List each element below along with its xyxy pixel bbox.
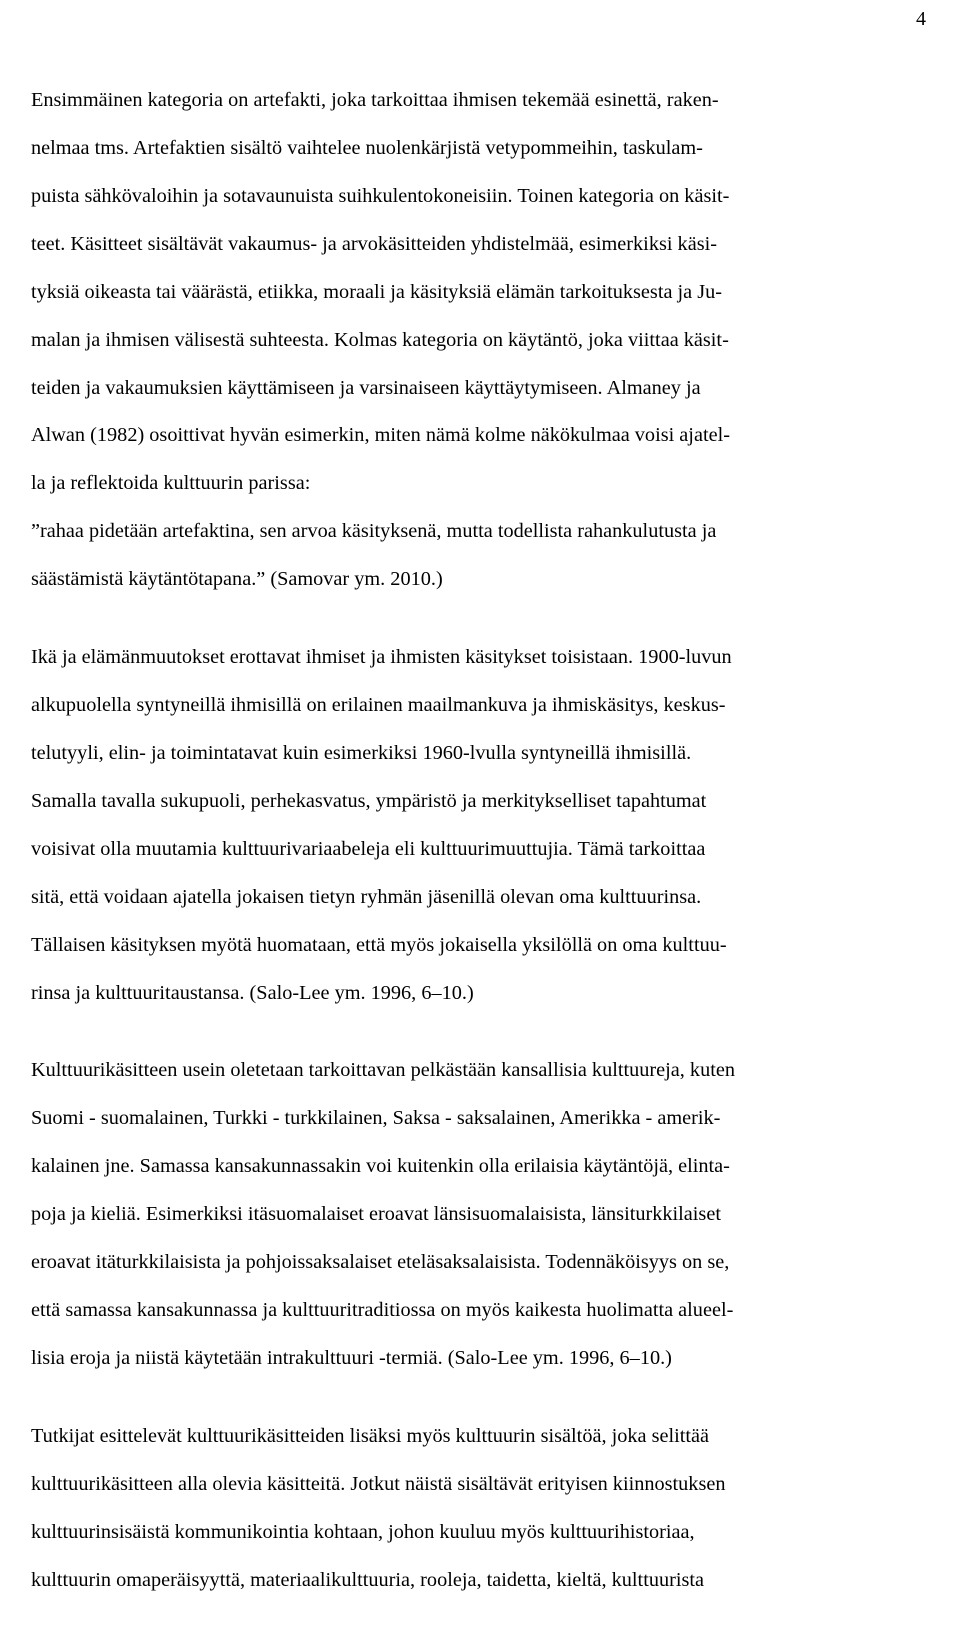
text-line: malan ja ihmisen välisestä suhteesta. Kolmas kategoria on käytäntö, joka viittaa käsit- [31, 329, 729, 351]
text-line: puista sähkövaloihin ja sotavaunuista suihkulentokoneisiin. Toinen kategoria on käsit- [31, 185, 730, 207]
text-line: nelmaa tms. Artefaktien sisältö vaihtelee nuolenkärjistä vetypommeihin, taskulam- [31, 137, 703, 159]
text-line: Kulttuurikäsitteen usein oletetaan tarkoittavan pelkästään kansallisia kulttuureja, kuten [31, 1059, 735, 1081]
text-line: rinsa ja kulttuuritaustansa. (Salo-Lee ym. 1996, 6–10.) [31, 982, 474, 1004]
text-line: säästämistä käytäntötapana.” (Samovar ym. 2010.) [31, 568, 443, 590]
text-line: Alwan (1982) osoittivat hyvän esimerkin, miten nämä kolme näkökulmaa voisi ajatel- [31, 424, 730, 446]
text-line: Samalla tavalla sukupuoli, perhekasvatus, ympäristö ja merkitykselliset tapahtumat [31, 790, 707, 812]
text-line: Ensimmäinen kategoria on artefakti, joka tarkoittaa ihmisen tekemää esinettä, raken- [31, 89, 719, 111]
text-line: kulttuurin omaperäisyyttä, materiaalikulttuuria, rooleja, taidetta, kieltä, kulttuurista [31, 1569, 705, 1591]
text-line: la ja reflektoida kulttuurin parissa: [31, 472, 311, 494]
text-line: sitä, että voidaan ajatella jokaisen tietyn ryhmän jäsenillä olevan oma kulttuurinsa. [31, 886, 702, 908]
text-line: lisia eroja ja niistä käytetään intrakulttuuri -termiä. (Salo-Lee ym. 1996, 6–10.) [31, 1347, 672, 1369]
text-line: tyksiä oikeasta tai väärästä, etiikka, moraali ja käsityksiä elämän tarkoituksesta ja Ju- [31, 281, 723, 303]
text-line: teiden ja vakaumuksien käyttämiseen ja varsinaiseen käyttäytymiseen. Almaney ja [31, 377, 701, 399]
text-line: alkupuolella syntyneillä ihmisillä on erilainen maailmankuva ja ihmiskäsitys, keskus- [31, 694, 726, 716]
text-line: teet. Käsitteet sisältävät vakaumus- ja arvokäsitteiden yhdistelmää, esimerkiksi käsi- [31, 233, 717, 255]
text-line: että samassa kansakunnassa ja kulttuuritraditiossa on myös kaikesta huolimatta alueel- [31, 1299, 734, 1321]
text-line: ”rahaa pidetään artefaktina, sen arvoa käsityksenä, mutta todellista rahankulutusta ja [31, 520, 717, 542]
text-line: kulttuurinsisäistä kommunikointia kohtaan, johon kuuluu myös kulttuurihistoriaa, [31, 1521, 695, 1543]
text-line: Suomi - suomalainen, Turkki - turkkilainen, Saksa - saksalainen, Amerikka - amerik- [31, 1107, 721, 1129]
text-line: Tutkijat esittelevät kulttuurikäsitteiden lisäksi myös kulttuurin sisältöä, joka selittää [31, 1425, 710, 1447]
text-line: poja ja kieliä. Esimerkiksi itäsuomalaiset eroavat länsisuomalaisista, länsiturkkilaiset [31, 1203, 721, 1225]
text-line: telutyyli, elin- ja toimintatavat kuin esimerkiksi 1960-lvulla syntyneillä ihmisillä. [31, 742, 692, 764]
text-line: Ikä ja elämänmuutokset erottavat ihmiset ja ihmisten käsitykset toisistaan. 1900-luvun [31, 646, 732, 668]
page-number: 4 [916, 8, 926, 30]
text-line: Tällaisen käsityksen myötä huomataan, että myös jokaisella yksilöllä on oma kulttuu- [31, 934, 727, 956]
text-line: kalainen jne. Samassa kansakunnassakin voi kuitenkin olla erilaisia käytäntöjä, elinta- [31, 1155, 730, 1177]
text-line: voisivat olla muutamia kulttuurivariaabeleja eli kulttuurimuuttujia. Tämä tarkoittaa [31, 838, 706, 860]
text-line: eroavat itäturkkilaisista ja pohjoissaksalaiset eteläsaksalaisista. Todennäköisyys on se, [31, 1251, 730, 1273]
text-line: kulttuurikäsitteen alla olevia käsitteitä. Jotkut näistä sisältävät erityisen kiinnostuksen [31, 1473, 726, 1495]
